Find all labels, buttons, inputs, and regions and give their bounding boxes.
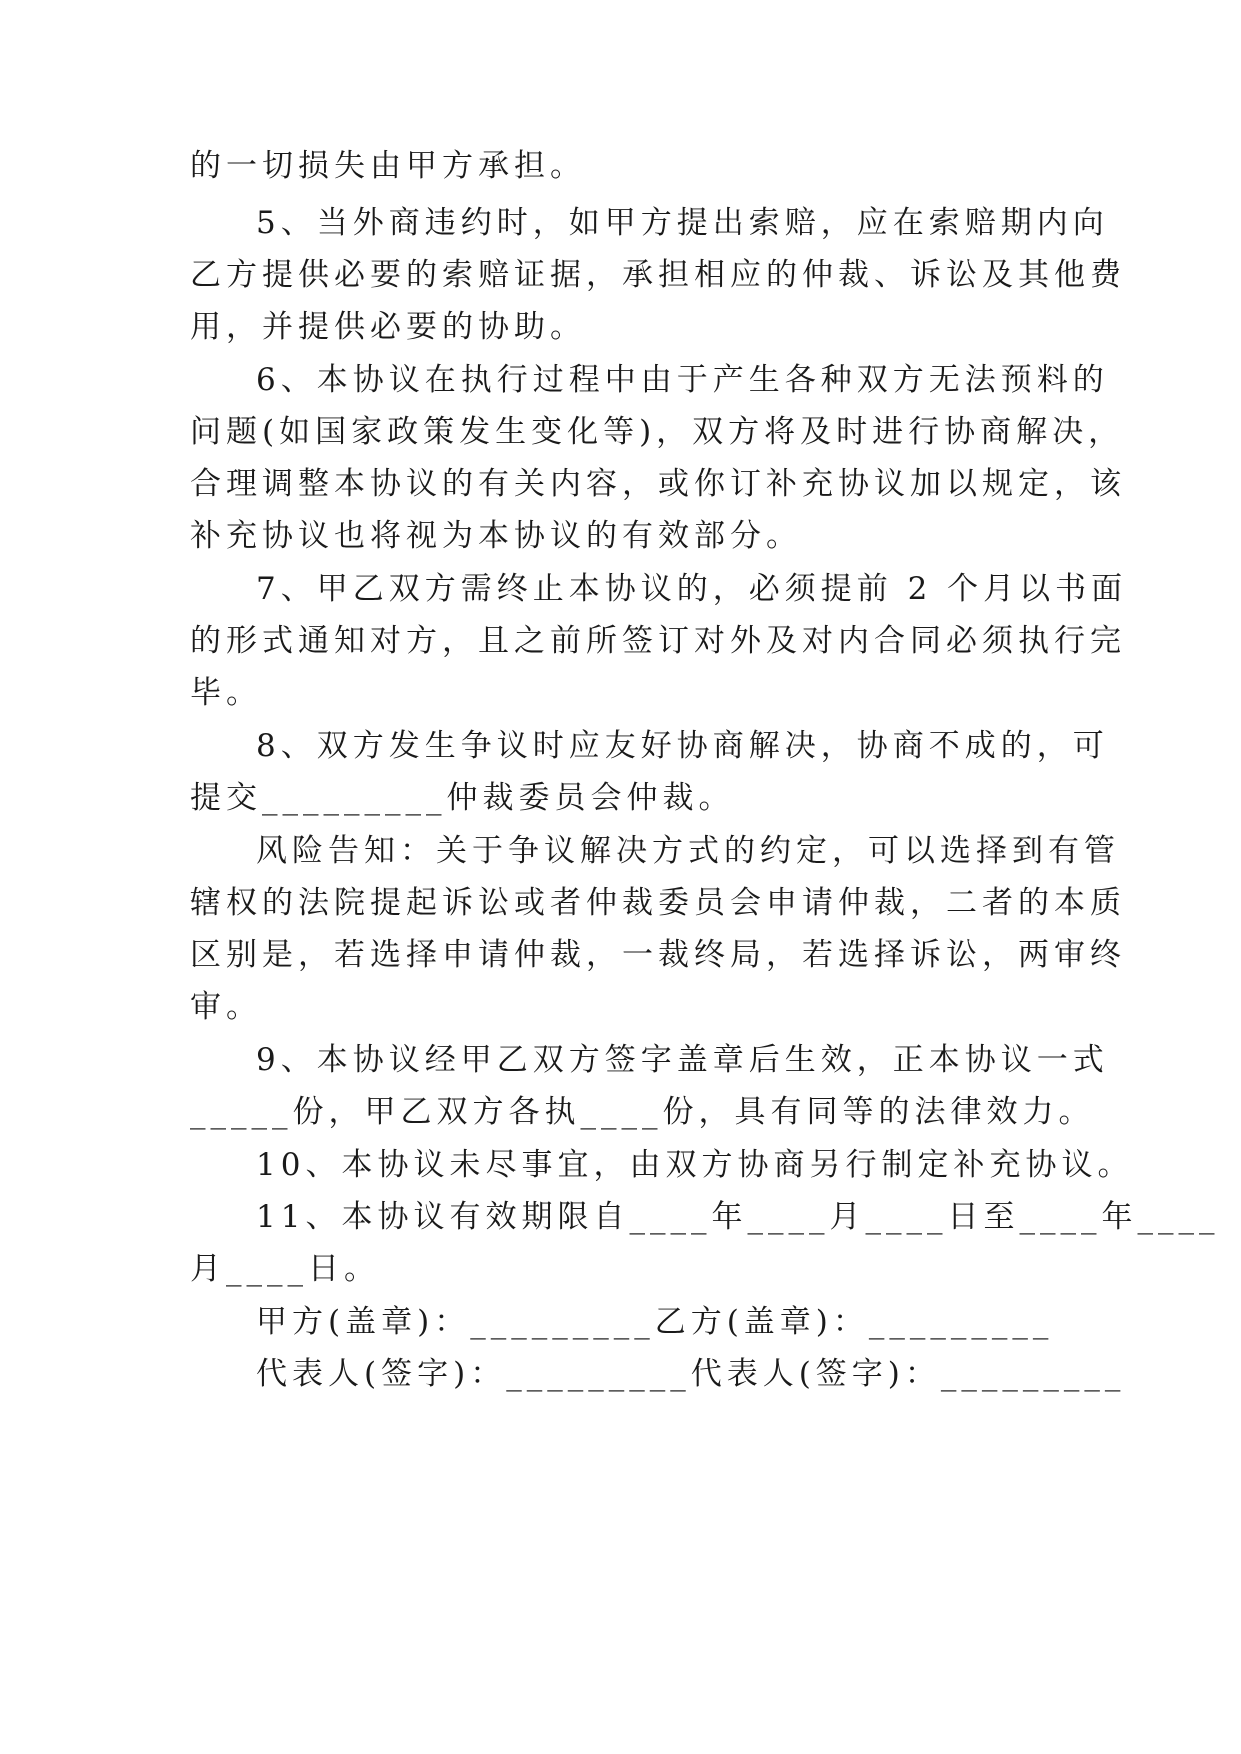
clause-6-line-3: 合理调整本协议的有关内容，或你订补充协议加以规定，该 (190, 466, 1126, 502)
text-line: 的一切损失由甲方承担。 (190, 148, 586, 184)
party-seal-line: 甲方(盖章)：_________乙方(盖章)：_________ (256, 1304, 1054, 1340)
clause-11-line-1: 11、本协议有效期限自____年____月____日至____年____ (256, 1199, 1220, 1235)
clause-9-line-2: _____份，甲乙双方各执____份，具有同等的法律效力。 (190, 1094, 1095, 1130)
clause-6-line-2: 问题(如国家政策发生变化等)，双方将及时进行协商解决， (190, 414, 1125, 450)
clause-9-line-1: 9、本协议经甲乙双方签字盖章后生效，正本协议一式 (256, 1042, 1109, 1078)
risk-notice-line-3: 区别是，若选择申请仲裁，一裁终局，若选择诉讼，两审终 (190, 937, 1126, 973)
clause-8-line-1: 8、双方发生争议时应友好协商解决，协商不成的，可 (256, 728, 1109, 764)
representative-signature-line: 代表人(签字)：_________代表人(签字)：_________ (256, 1356, 1126, 1392)
clause-5-line-3: 用，并提供必要的协助。 (190, 309, 586, 345)
clause-7-line-2: 的形式通知对方，且之前所签订对外及对内合同必须执行完 (190, 623, 1126, 659)
clause-6-line-1: 6、本协议在执行过程中由于产生各种双方无法预料的 (256, 362, 1109, 398)
clause-6-line-4: 补充协议也将视为本协议的有效部分。 (190, 518, 802, 554)
clause-8-line-2: 提交_________仲裁委员会仲裁。 (190, 780, 735, 816)
risk-notice-line-2: 辖权的法院提起诉讼或者仲裁委员会申请仲裁，二者的本质 (190, 885, 1126, 921)
risk-notice-line-4: 审。 (190, 989, 262, 1025)
clause-7-line-3: 毕。 (190, 675, 262, 711)
clause-10-line-1: 10、本协议未尽事宜，由双方协商另行制定补充协议。 (256, 1147, 1134, 1183)
clause-5-line-2: 乙方提供必要的索赔证据，承担相应的仲裁、诉讼及其他费 (190, 257, 1126, 293)
clause-11-line-2: 月____日。 (190, 1251, 380, 1287)
clause-5-line-1: 5、当外商违约时，如甲方提出索赔，应在索赔期内向 (256, 205, 1109, 241)
risk-notice-line-1: 风险告知：关于争议解决方式的约定，可以选择到有管 (256, 833, 1120, 869)
clause-7-line-1: 7、甲乙双方需终止本协议的，必须提前 2 个月以书面 (256, 571, 1128, 607)
